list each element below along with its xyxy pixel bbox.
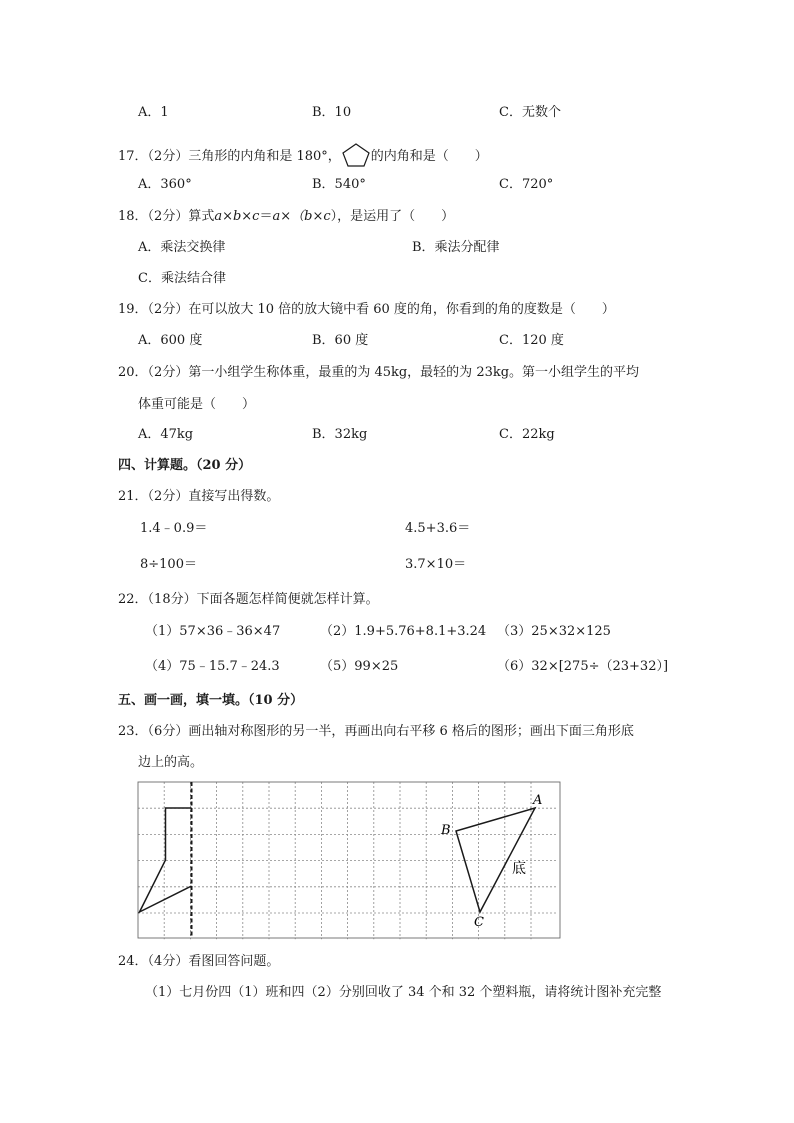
q23-stem-line2: 边上的高。 [138, 755, 204, 770]
q19-option-b: B．60 度 [312, 333, 369, 348]
q22-stem: 22．（18分）下面各题怎样简便就怎样计算。 [118, 592, 379, 607]
q17-option-a: A．360° [138, 177, 192, 192]
q18-stem [118, 210, 454, 223]
q18-option-c: C．乘法结合律 [138, 271, 226, 286]
q22-item-3: （3）25×32×125 [497, 624, 611, 639]
q20-option-a: A．47kg [138, 427, 194, 442]
q21-stem: 21．（2分）直接写出得数。 [118, 489, 280, 504]
q17-stem-suffix: 的内角和是（ ） [370, 149, 488, 164]
q20-stem-line1: 20．（2分）第一小组学生称体重，最重的为 45kg，最轻的为 23kg。第一小组学生的平均 [118, 365, 640, 380]
q18-equals: ＝ [259, 209, 273, 224]
q19-option-a: A．600 度 [138, 333, 203, 348]
q16-option-b: B．10 [312, 105, 352, 120]
q19-option-c: C．120 度 [499, 333, 564, 348]
vertex-label-b: B [441, 823, 451, 838]
q17-option-b: B．540° [312, 177, 366, 192]
q24-stem: 24．（4分）看图回答问题。 [118, 954, 280, 969]
q20-option-c: C．22kg [499, 427, 555, 442]
q24-sub1: （1）七月份四（1）班和四（2）分别回收了 34 个和 32 个塑料瓶，请将统计图补充完整 [145, 985, 662, 1000]
q19-stem: 19．（2分）在可以放大 10 倍的放大镜中看 60 度的角，你看到的角的度数是（ ） [118, 302, 615, 317]
q17-stem-prefix: 17．（2分）三角形的内角和是 180°， [118, 149, 341, 164]
q22-item-1: （1）57×36﹣36×47 [145, 624, 281, 639]
q21-item-1: 1.4﹣0.9＝ [140, 521, 208, 536]
q20-option-b: B．32kg [312, 427, 368, 442]
section-4-title: 四、计算题。（20 分） [118, 458, 252, 473]
triangle-abc [456, 808, 535, 912]
q23-stem-line1: 23．（6分）画出轴对称图形的另一半，再画出向右平移 6 格后的图形；画出下面三角形底 [118, 724, 634, 739]
q18-option-a: A．乘法交换律 [138, 240, 226, 255]
q18-stem-start: 18．（2分）算式 [118, 209, 215, 224]
q23-grid-figure [136, 780, 564, 942]
q16-option-a: A．1 [138, 105, 169, 120]
section-5-title: 五、画一画，填一填。（10 分） [118, 693, 304, 708]
pentagon-icon [341, 142, 371, 168]
q16-option-c: C．无数个 [499, 105, 561, 120]
q22-item-2: （2）1.9+5.76+8.1+3.24 [320, 624, 487, 639]
q17-stem [118, 142, 488, 168]
q18-formula-right-a: a×（ [272, 209, 305, 224]
vertex-label-a: A [533, 793, 543, 808]
q18-formula-left: a×b×c [214, 209, 260, 224]
q22-item-4: （4）75﹣15.7﹣24.3 [145, 659, 280, 674]
q22-item-6: （6）32×[275÷（23+32）] [497, 659, 669, 674]
q17-option-c: C．720° [499, 177, 554, 192]
q20-stem-line2: 体重可能是（ ） [138, 397, 256, 412]
q21-item-2: 4.5+3.6＝ [405, 521, 471, 536]
half-figure-outline [140, 808, 192, 912]
vertex-label-c: C [474, 915, 484, 930]
q18-formula-right-b: b×c [304, 209, 331, 224]
grid-border [138, 782, 560, 938]
q22-item-5: （5）99×25 [320, 659, 399, 674]
q21-item-4: 3.7×10＝ [405, 557, 467, 572]
q18-option-b: B．乘法分配律 [412, 240, 500, 255]
base-label: 底 [512, 861, 526, 877]
q18-stem-end: ），是运用了（ ） [330, 209, 455, 224]
grid-lines [138, 782, 557, 939]
q21-item-3: 8÷100＝ [140, 557, 197, 572]
